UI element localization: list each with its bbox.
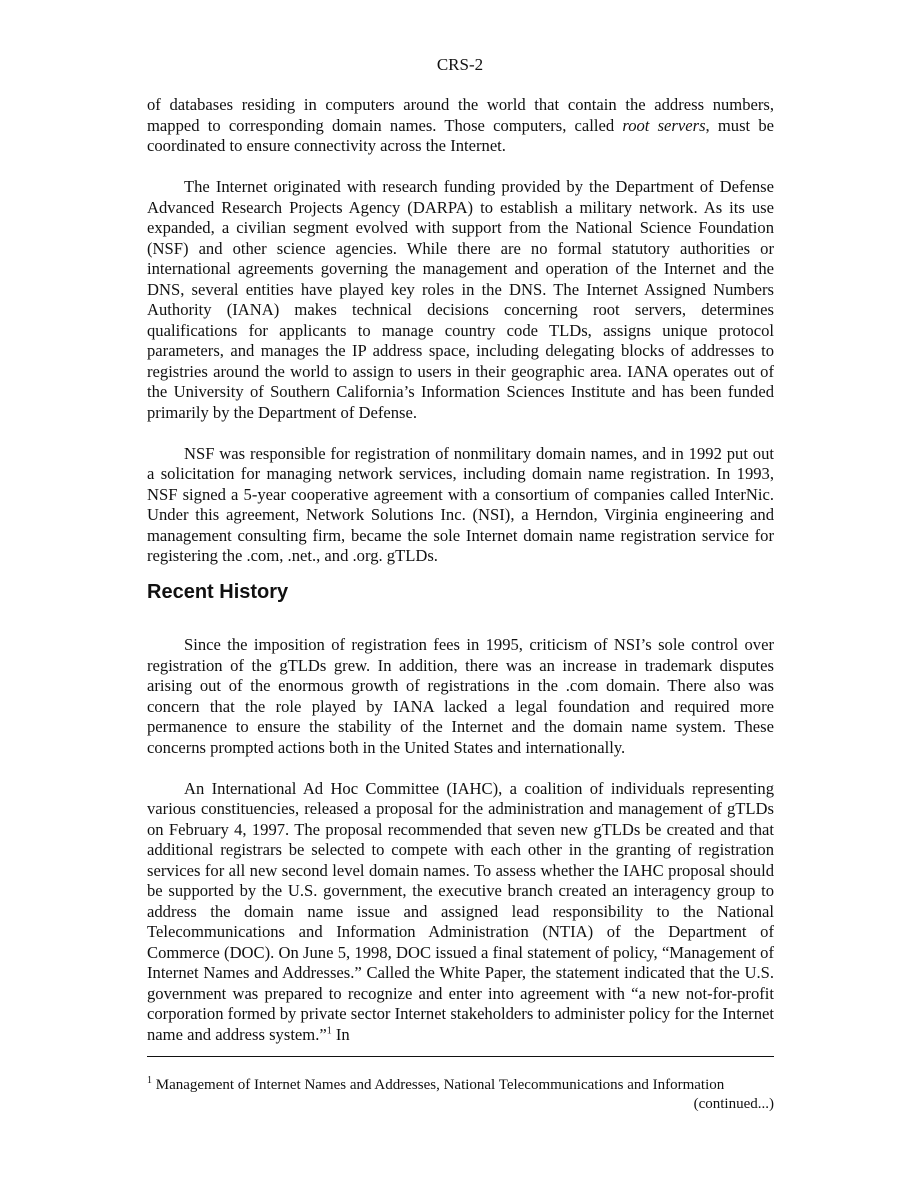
section-heading: Recent History xyxy=(147,581,289,603)
paragraph-registration-criticism: Since the imposition of registration fees in 1995, criticism of NSI’s sole control over registration of the gTLDs grew. In addition, there was an increase in trademark disputes arising out of the enormous growth of registrations in the .com domain. There also was concern that the role played by IANA lacked a legal foundation and required more permanence to ensure the stability of the Internet and the domain name system. These concerns prompted actions both in the United States and internationally. xyxy=(147,635,774,757)
page-header: CRS-2 xyxy=(436,55,484,74)
paragraph-internet-origins: The Internet originated with research funding provided by the Department of Defense Advanced Research Projects Agency (DARPA) to establish a military network. As its use expanded, a civilian segment evolved with support from the National Science Foundation (NSF) and other science agencies. While there are no formal statutory authorities or international agreements governing the management and operation of the Internet and the DNS, several entities have played key roles in the DNS. The Internet Assigned Numbers Authority (IANA) makes technical decisions concerning root servers, determines qualifications for applicants to manage country code TLDs, assigns unique protocol parameters, and manages the IP address space, including delegating blocks of addresses to registries around the world to assign to users in their geographic area. IANA operates out of the University of Southern California’s Information Sciences Institute and has been funded primarily by the Department of Defense. xyxy=(147,177,774,422)
body-text-bottom xyxy=(147,635,774,1045)
paragraph-text-tail: In xyxy=(331,1024,350,1044)
paragraph-text: , must be coordinated to ensure connectivity across the Internet. xyxy=(147,115,774,155)
footnote-text: Management of Internet Names and Addresses, National Telecommunications and Information xyxy=(152,1077,725,1093)
footnote-line xyxy=(147,1076,774,1095)
paragraph-iahc-proposal xyxy=(147,779,774,1046)
paragraph-continuation xyxy=(147,95,774,157)
paragraph-nsf-registration: NSF was responsible for registration of nonmilitary domain names, and in 1992 put out a solicitation for managing network services, including domain name registration. In 1993, NSF signed a 5-year cooperative agreement with a consortium of companies called InterNic. Under this agreement, Network Solutions Inc. (NSI), a Herndon, Virginia engineering and management consulting firm, became the sole Internet domain name registration service for registering the .com, .net., and .org. gTLDs. xyxy=(147,443,774,565)
footnote xyxy=(147,1076,774,1114)
footnote-continued: (continued...) xyxy=(693,1096,774,1112)
paragraph-text: An International Ad Hoc Committee (IAHC), a coalition of individuals representing various constituencies, released a proposal for the administration and management of gTLDs on February 4, 1997. The proposal recommended that seven new gTLDs be created and that additional registrars be selected to compete with each other in the granting of registration services for all new second level domain names. To assess whether the IAHC proposal should be supported by the U.S. government, the executive branch created an interagency group to address the domain name issue and assigned lead responsibility to the National Telecommunications and Information Administration (NTIA) of the Department of Commerce (DOC). On June 5, 1998, DOC issued a final statement of policy, “Management of Internet Names and Addresses.” Called the White Paper, the statement indicated that the U.S. government was prepared to recognize and enter into agreement with “a new not-for-profit corporation formed by private sector Internet stakeholders to administer policy for the Internet name and address system.” xyxy=(147,778,774,1044)
footnote-reference[interactable]: 1 xyxy=(326,1024,332,1036)
footnote-number: 1 xyxy=(147,1075,152,1086)
footnote-divider xyxy=(147,1056,774,1057)
paragraph-text: of databases residing in computers around the world that contain the address numbers, mapped to corresponding domain names. Those computers, called xyxy=(147,95,774,135)
body-text-top xyxy=(147,95,774,567)
emphasis-term: root servers xyxy=(622,115,706,135)
